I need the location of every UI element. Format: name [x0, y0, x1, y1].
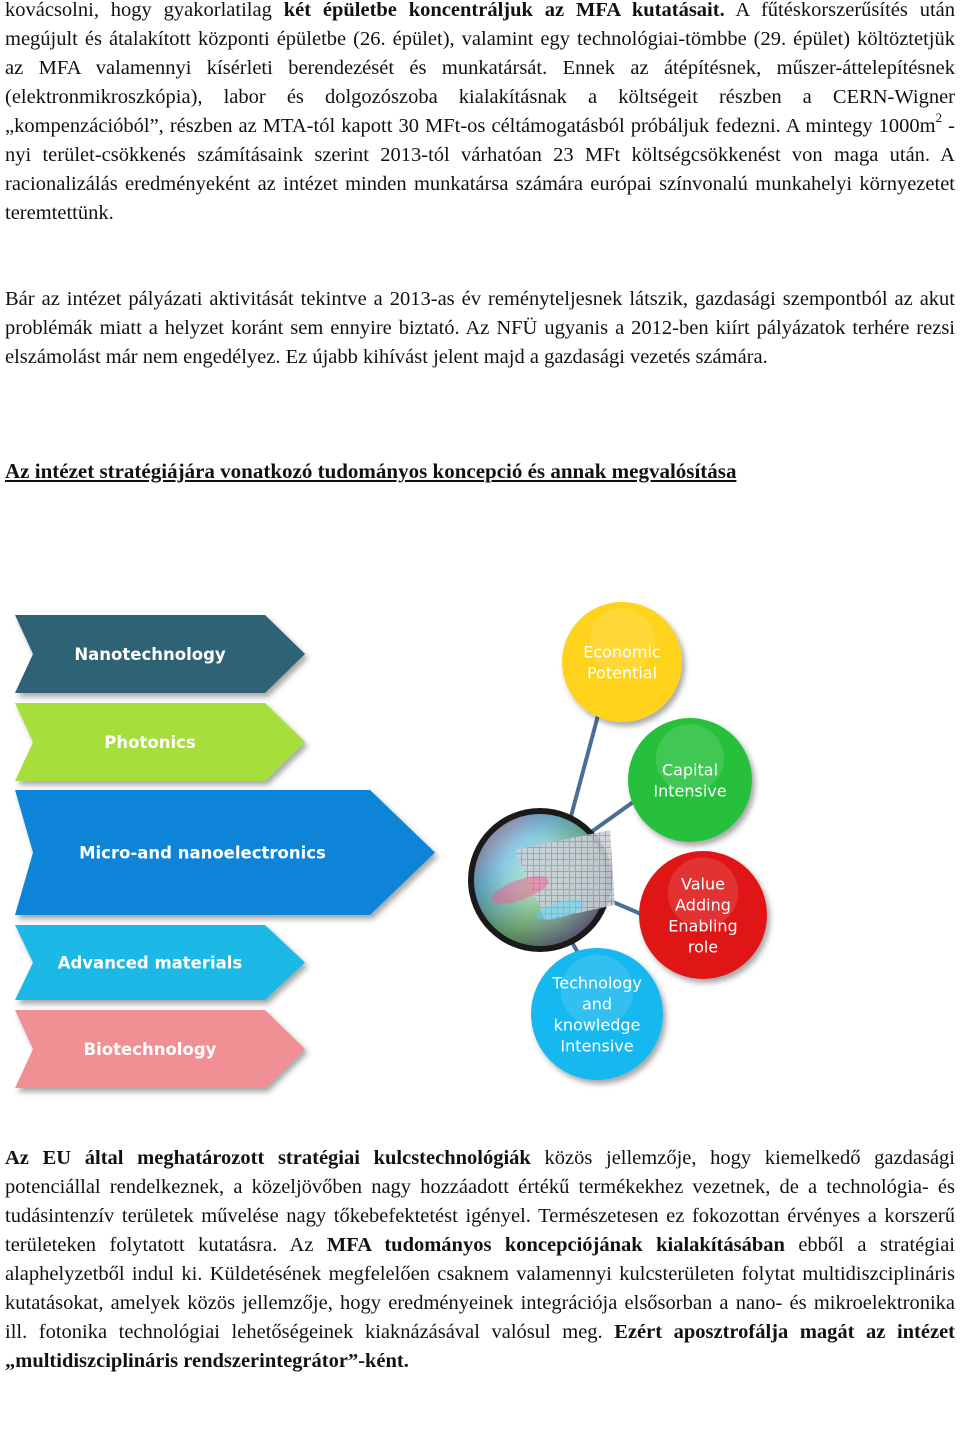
- circle-economic: [562, 602, 682, 722]
- arrow-nanotechnology: [15, 615, 305, 693]
- text-span: közös jellemzője, hogy kiemelkedő gazdasági potenciállal rendelkeznek, a közeljövőben nagy hozzáadott értékű termékekhez vezetnek, de a technológia- és tudásintenzív területek művelése nagy tőkebefektetést igényel. Természetesen ez fokozottan érvényes a korszerű területeken folytatott kutatásra. Az: [5, 1147, 955, 1256]
- circle-technology: [531, 948, 663, 1080]
- section-heading: Az intézet stratégiájára vonatkozó tudományos koncepció és annak megvalósítása: [5, 459, 737, 483]
- arrow-biotechnology: [15, 1010, 305, 1088]
- bold-span: Ezért aposztrofálja magát az intézet „multidiszciplináris rendszerintegrátor”-ként.: [5, 1321, 956, 1372]
- arrow-photonics: [15, 703, 305, 781]
- circle-label: Economic: [583, 642, 661, 662]
- arrow-label: Nanotechnology: [74, 645, 226, 664]
- arrow-label: Micro-and nanoelectronics: [79, 843, 326, 863]
- paragraph-key-technologies: [5, 1144, 955, 1376]
- circle-label: Technology: [552, 973, 642, 993]
- paragraph-funding-outlook: Bár az intézet pályázati aktivitását tekintve a 2013-as év reményteljesnek látszik, gazdasági szempontból az akut problémák miatt a helyzet koránt sem ennyire biztató. Az NFÜ ugyanis a 2012-ben kiírt pályázatok terhére rezsi elszámolást már nem engedélyez. Ez újabb kihívást jelent majd a gazdasági vezetés számára.: [5, 288, 955, 368]
- text-span: -nyi terület-csökkenés számításaink szerint 2013-tól várhatóan 23 MFt költségcsökkenést von maga után. A racionalizálás eredményeként az intézet minden munkatársa számára európai színvonalú munkahelyi környezetet teremtettünk.: [5, 115, 955, 224]
- arrow-label: Advanced materials: [57, 953, 243, 973]
- arrow-label: Photonics: [104, 733, 196, 752]
- key-technologies-diagram: [0, 590, 960, 1100]
- text-span: kovácsolni, hogy gyakorlatilag: [5, 0, 284, 21]
- circle-label: Adding: [675, 895, 731, 915]
- circle-label: Potential: [586, 663, 658, 683]
- arrow-micro-and-nanoelectronics: [15, 790, 435, 915]
- circle-label: Intensive: [560, 1036, 634, 1056]
- circle-value: [639, 851, 767, 979]
- circle-label: Value: [681, 874, 725, 894]
- circle-label: Enabling: [668, 916, 738, 936]
- text-span: ebből a stratégiai alaphelyzetből indul ki. Küldetésének megfelelően csaknem valamennyi kulcsterületen folytat multidiszciplináris kutatásokat, amelyek közös jellemzője, hogy eredményeinek integrációja elsősorban a nano- és mikroelektronika ill. fotonika technológiai lehetőségeinek kiaknázásával valósul meg.: [5, 1234, 955, 1343]
- superscript: 2: [935, 110, 943, 126]
- circle-label: Capital: [661, 760, 719, 780]
- arrow-label: Biotechnology: [83, 1040, 217, 1059]
- arrow-advanced-materials: [15, 925, 305, 1000]
- bold-span: MFA tudományos koncepciójának kialakításában: [326, 1234, 785, 1256]
- technology-arrows: [15, 615, 435, 1088]
- paragraph-building-consolidation: [5, 0, 955, 228]
- text-span: A fűtéskorszerűsítés után megújult és átalakított központi épületbe (26. épület), valamint egy technológiai-tömbbe (29. épület) költöztetjük az MFA valamennyi kísérleti berendezését és munkatársát. Ennek az átépítésnek, műszer-áttelepítésnek (elektronmikroszkópia), labor és dolgozószoba kialakításnak a költségeit részben a CERN-Wigner „kompenzációból”, részben az MTA-tól kapott 30 MFt-os céltámogatásból próbáljuk fedezni. A mintegy 1000m: [5, 0, 955, 137]
- bold-span: Az EU által meghatározott stratégiai kulcstechnológiák: [5, 1147, 531, 1169]
- bold-span: két épületbe koncentráljuk az MFA kutatásait.: [283, 0, 725, 21]
- circle-label: role: [687, 937, 719, 957]
- circle-label: Intensive: [653, 781, 727, 801]
- circle-label: knowledge: [553, 1015, 641, 1035]
- circle-label: and: [581, 994, 613, 1014]
- circle-capital: [628, 718, 752, 842]
